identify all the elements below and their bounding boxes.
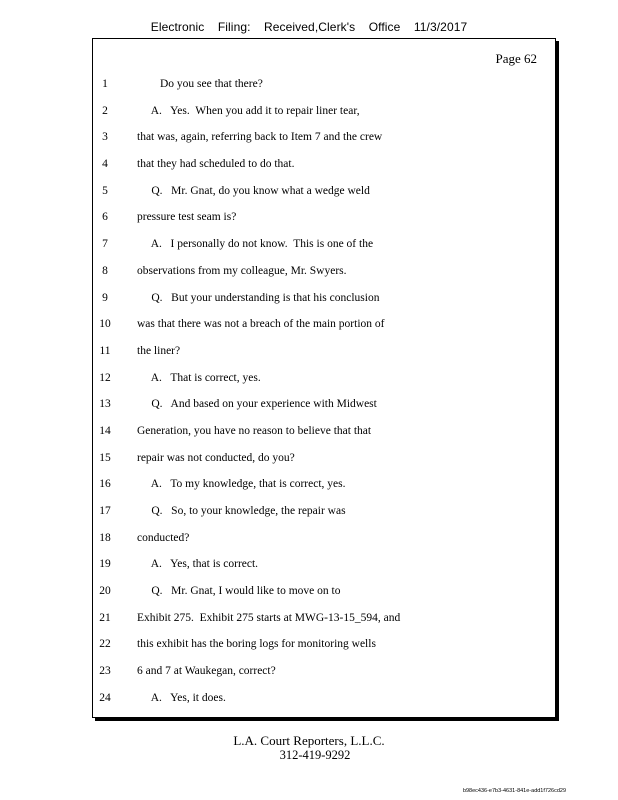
line-number: 4 — [102, 158, 108, 171]
transcript-line: the liner? — [137, 344, 181, 357]
reporter-phone: 312-419-9292 — [279, 748, 351, 762]
transcript-line: A. To my knowledge, that is correct, yes. — [137, 478, 346, 491]
line-number: 22 — [99, 638, 111, 651]
line-number: 3 — [102, 131, 108, 144]
transcript-line: Q. Mr. Gnat, do you know what a wedge weld — [137, 184, 370, 197]
transcript-line: A. I personally do not know. This is one of the — [137, 238, 374, 251]
line-number: 5 — [102, 184, 108, 197]
line-number: 13 — [99, 398, 111, 411]
line-number: 20 — [99, 585, 111, 598]
transcript-line: repair was not conducted, do you? — [137, 451, 295, 464]
office-text: Office — [368, 20, 401, 34]
transcript-line: A. Yes, that is correct. — [137, 558, 259, 571]
transcript-line: Q. Mr. Gnat, I would like to move on to — [137, 585, 341, 598]
line-number: 7 — [102, 238, 108, 251]
transcript-line: Q. And based on your experience with Midwest — [137, 398, 377, 411]
transcript-line: this exhibit has the boring logs for monitoring wells — [137, 638, 376, 651]
transcript-line: observations from my colleague, Mr. Swyers. — [137, 264, 347, 277]
transcript-text-column — [137, 75, 537, 716]
line-number: 6 — [102, 211, 108, 224]
line-number: 19 — [99, 558, 111, 571]
line-number: 24 — [99, 691, 111, 704]
transcript-line: was that there was not a breach of the main portion of — [137, 318, 385, 331]
footer — [0, 734, 618, 762]
line-number: 23 — [99, 665, 111, 678]
line-number-column — [93, 75, 117, 716]
transcript-line: that they had scheduled to do that. — [137, 158, 295, 171]
transcript-line: A. Yes. When you add it to repair liner tear, — [137, 104, 360, 117]
line-number: 9 — [102, 291, 108, 304]
transcript-line: Generation, you have no reason to believe that that — [137, 424, 372, 437]
line-number: 12 — [99, 371, 111, 384]
transcript-line: pressure test seam is? — [137, 211, 237, 224]
transcript-line: Q. So, to your knowledge, the repair was — [137, 505, 346, 517]
transcript-line: Do you see that there? — [137, 78, 263, 90]
transcript-line: A. That is correct, yes. — [137, 371, 261, 384]
line-number: 1 — [102, 78, 108, 90]
filing-word: Filing: — [217, 20, 251, 34]
line-number: 21 — [99, 611, 111, 624]
transcript-line: 6 and 7 at Waukegan, correct? — [137, 665, 276, 678]
line-number: 15 — [99, 451, 111, 464]
line-number: 17 — [99, 505, 111, 517]
transcript-line: conducted? — [137, 531, 190, 544]
filing-date: 11/3/2017 — [413, 20, 468, 34]
transcript-line: that was, again, referring back to Item 7 and the crew — [137, 131, 383, 144]
line-number: 14 — [99, 424, 111, 437]
transcript-page — [92, 38, 556, 718]
reporter-company: L.A. Court Reporters, L.L.C. — [233, 733, 385, 748]
transcript-line: A. Yes, it does. — [137, 691, 226, 704]
line-number: 11 — [99, 344, 111, 357]
filing-stamp-header — [0, 20, 618, 34]
line-number: 2 — [102, 104, 108, 117]
filing-prefix: Electronic — [150, 20, 205, 34]
received-text: Received,Clerk's — [264, 20, 356, 34]
line-number: 16 — [99, 478, 111, 491]
document-hash: b98ec436-e7b3-4631-841e-add1f726cd29 — [462, 788, 566, 794]
line-number: 8 — [102, 264, 108, 277]
transcript-line: Q. But your understanding is that his conclusion — [137, 291, 380, 304]
line-number: 10 — [99, 318, 111, 331]
line-number: 18 — [99, 531, 111, 544]
page-number: Page 62 — [495, 51, 537, 66]
transcript-line: Exhibit 275. Exhibit 275 starts at MWG-13-15_594, and — [137, 611, 401, 624]
